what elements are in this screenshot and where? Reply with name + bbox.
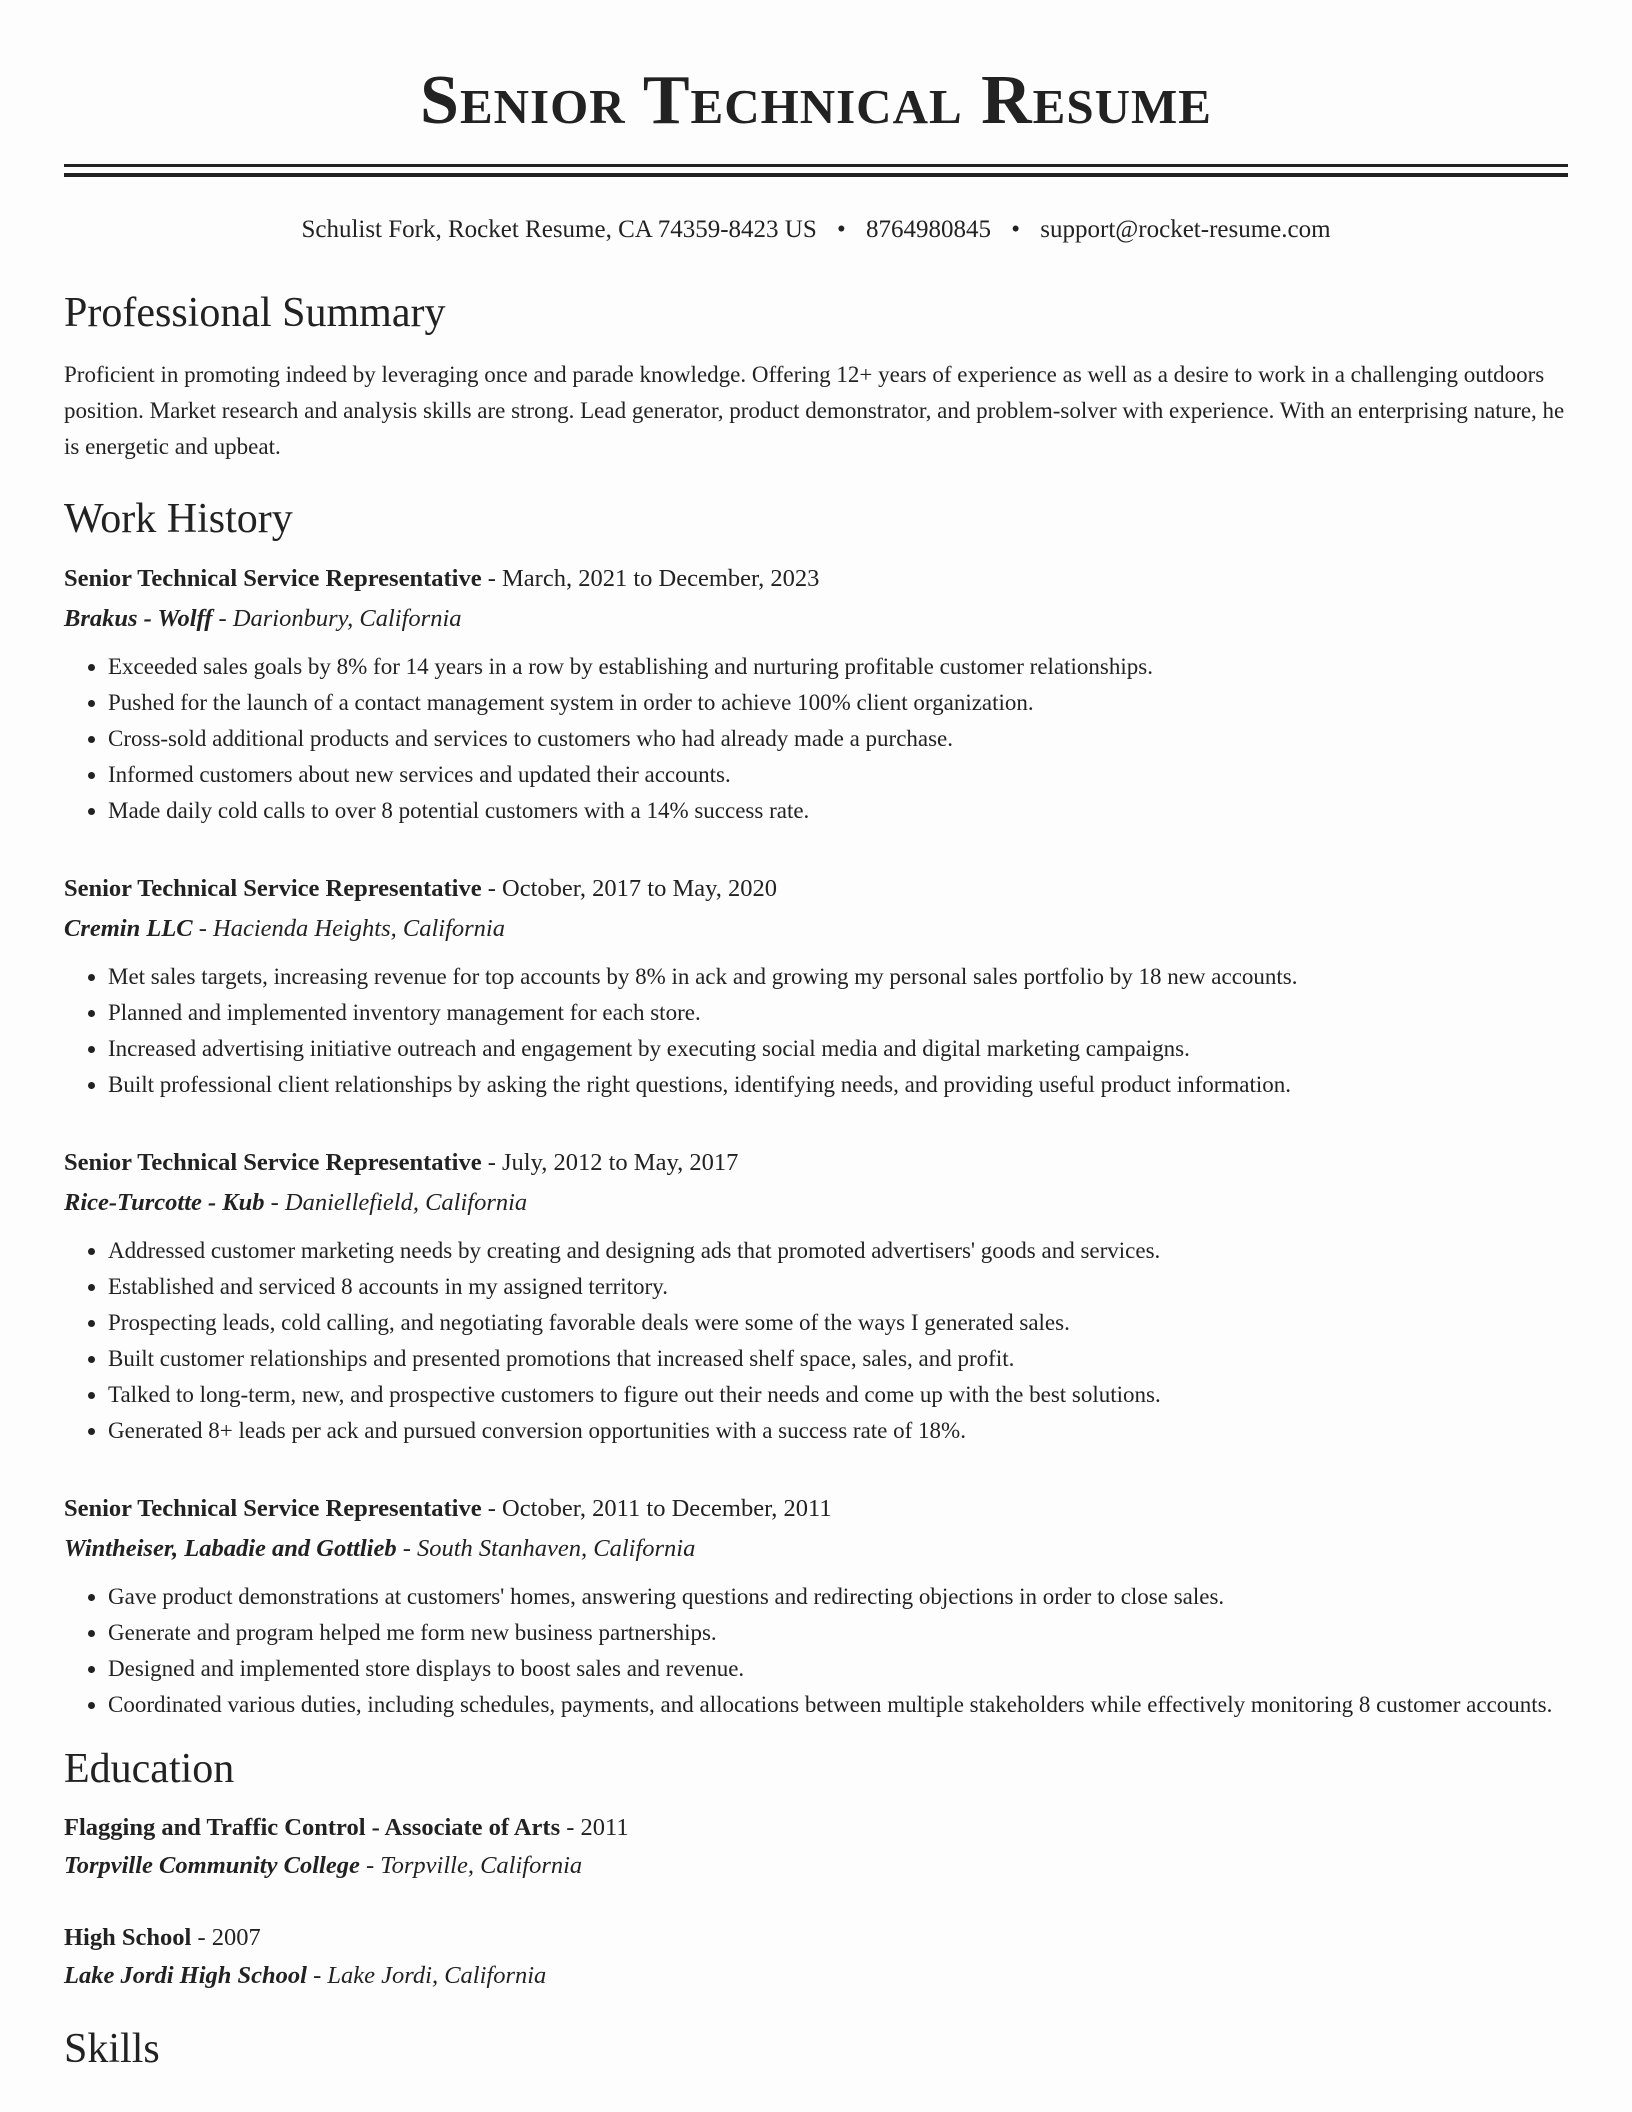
company-location: - Hacienda Heights, California — [192, 915, 505, 942]
job-title-line — [64, 1489, 1568, 1529]
company-line — [64, 1529, 1568, 1569]
company-line — [64, 1183, 1568, 1223]
job-bullet: • Built professional client relationships by asking the right questions, identifying needs, and providing useful product information. — [108, 1067, 1568, 1103]
job-bullet: • Talked to long-term, new, and prospective customers to figure out their needs and come up with the best solutions. — [108, 1377, 1568, 1413]
job-title-line — [64, 559, 1568, 599]
job-entry — [64, 1489, 1568, 1723]
degree-year: - 2011 — [560, 1814, 629, 1841]
job-bullet: • Addressed customer marketing needs by creating and designing ads that promoted advertisers' goods and services. — [108, 1233, 1568, 1269]
job-bullets — [64, 1579, 1568, 1723]
resume-page — [64, 0, 1568, 2075]
job-bullet: • Prospecting leads, cold calling, and negotiating favorable deals were some of the ways I generated sales. — [108, 1305, 1568, 1341]
job-bullet: • Coordinated various duties, including schedules, payments, and allocations between multiple stakeholders while effectively monitoring 8 customer accounts. — [108, 1687, 1568, 1723]
job-bullet: • Gave product demonstrations at customers' homes, answering questions and redirecting objections in order to close sales. — [108, 1579, 1568, 1615]
school-location: - Torpville, California — [359, 1852, 583, 1879]
contact-separator: • — [1011, 216, 1021, 243]
degree-line — [64, 1919, 1568, 1957]
job-bullet: • Built customer relationships and presented promotions that increased shelf space, sales, and profit. — [108, 1341, 1568, 1377]
job-title: Senior Technical Service Representative — [64, 565, 482, 592]
degree-name: Flagging and Traffic Control - Associate of Arts — [64, 1814, 561, 1841]
education-heading: Education — [64, 1746, 235, 1792]
job-bullet: • Met sales targets, increasing revenue for top accounts by 8% in ack and growing my personal sales portfolio by 18 new accounts. — [108, 959, 1568, 995]
job-bullet: • Pushed for the launch of a contact management system in order to achieve 100% client organization. — [108, 685, 1568, 721]
job-bullets — [64, 649, 1568, 829]
job-title: Senior Technical Service Representative — [64, 1495, 482, 1522]
job-bullet: • Designed and implemented store displays to boost sales and revenue. — [108, 1651, 1568, 1687]
title-divider-top — [64, 164, 1568, 167]
summary-heading: Professional Summary — [64, 290, 446, 336]
degree-year: - 2007 — [191, 1924, 261, 1951]
job-entry — [64, 559, 1568, 829]
job-bullets — [64, 1233, 1568, 1449]
job-bullet: • Made daily cold calls to over 8 potential customers with a 14% success rate. — [108, 793, 1568, 829]
school-name: Torpville Community College — [64, 1852, 360, 1879]
job-dates: - July, 2012 to May, 2017 — [481, 1149, 739, 1176]
school-name: Lake Jordi High School — [64, 1962, 307, 1989]
company-name: Cremin LLC — [64, 915, 193, 942]
job-bullet: • Generated 8+ leads per ack and pursued conversion opportunities with a success rate of 18%. — [108, 1413, 1568, 1449]
summary-text: Proficient in promoting indeed by leveraging once and parade knowledge. Offering 12+ years of experience as well as a desire to work in a challenging outdoors position. Market research and analysis skills are strong. Lead generator, product demonstrator, and problem-solver with experience. With an enterprising nature, he is energetic and upbeat. — [64, 362, 1565, 459]
job-bullet: • Exceeded sales goals by 8% for 14 years in a row by establishing and nurturing profitable customer relationships. — [108, 649, 1568, 685]
job-entry — [64, 869, 1568, 1103]
job-dates: - March, 2021 to December, 2023 — [481, 565, 820, 592]
company-location: - South Stanhaven, California — [396, 1535, 696, 1562]
job-bullet: • Informed customers about new services and updated their accounts. — [108, 757, 1568, 793]
title-divider-bottom — [64, 173, 1568, 177]
company-location: - Darionbury, California — [212, 605, 462, 632]
school-line — [64, 1847, 1568, 1885]
job-title-line — [64, 869, 1568, 909]
education-entry — [64, 1919, 1568, 1995]
job-bullet: • Increased advertising initiative outreach and engagement by executing social media and digital marketing campaigns. — [108, 1031, 1568, 1067]
contact-address: Schulist Fork, Rocket Resume, CA 74359-8423 US — [301, 216, 817, 243]
degree-line — [64, 1809, 1568, 1847]
job-bullet: • Planned and implemented inventory management for each store. — [108, 995, 1568, 1031]
job-bullets — [64, 959, 1568, 1103]
job-title-line — [64, 1143, 1568, 1183]
job-title: Senior Technical Service Representative — [64, 1149, 482, 1176]
job-entry — [64, 1143, 1568, 1449]
job-bullet: • Generate and program helped me form new business partnerships. — [108, 1615, 1568, 1651]
company-name: Wintheiser, Labadie and Gottlieb — [64, 1535, 397, 1562]
company-name: Rice-Turcotte - Kub — [64, 1189, 265, 1216]
contact-separator: • — [836, 216, 846, 243]
resume-title: Senior Technical Resume — [420, 62, 1212, 139]
skills-heading: Skills — [64, 2026, 160, 2072]
contact-line — [64, 215, 1568, 245]
contact-phone[interactable]: 8764980845 — [866, 216, 991, 243]
work-history-heading: Work History — [64, 496, 293, 542]
education-entry — [64, 1809, 1568, 1885]
company-location: - Daniellefield, California — [264, 1189, 528, 1216]
job-bullet: • Cross-sold additional products and services to customers who had already made a purchase. — [108, 721, 1568, 757]
school-location: - Lake Jordi, California — [306, 1962, 547, 1989]
degree-name: High School — [64, 1924, 192, 1951]
job-bullet: • Established and serviced 8 accounts in my assigned territory. — [108, 1269, 1568, 1305]
company-name: Brakus - Wolff — [64, 605, 213, 632]
school-line — [64, 1957, 1568, 1995]
job-dates: - October, 2011 to December, 2011 — [481, 1495, 832, 1522]
job-title: Senior Technical Service Representative — [64, 875, 482, 902]
contact-email[interactable]: support@rocket-resume.com — [1040, 216, 1331, 243]
company-line — [64, 599, 1568, 639]
company-line — [64, 909, 1568, 949]
job-dates: - October, 2017 to May, 2020 — [481, 875, 778, 902]
